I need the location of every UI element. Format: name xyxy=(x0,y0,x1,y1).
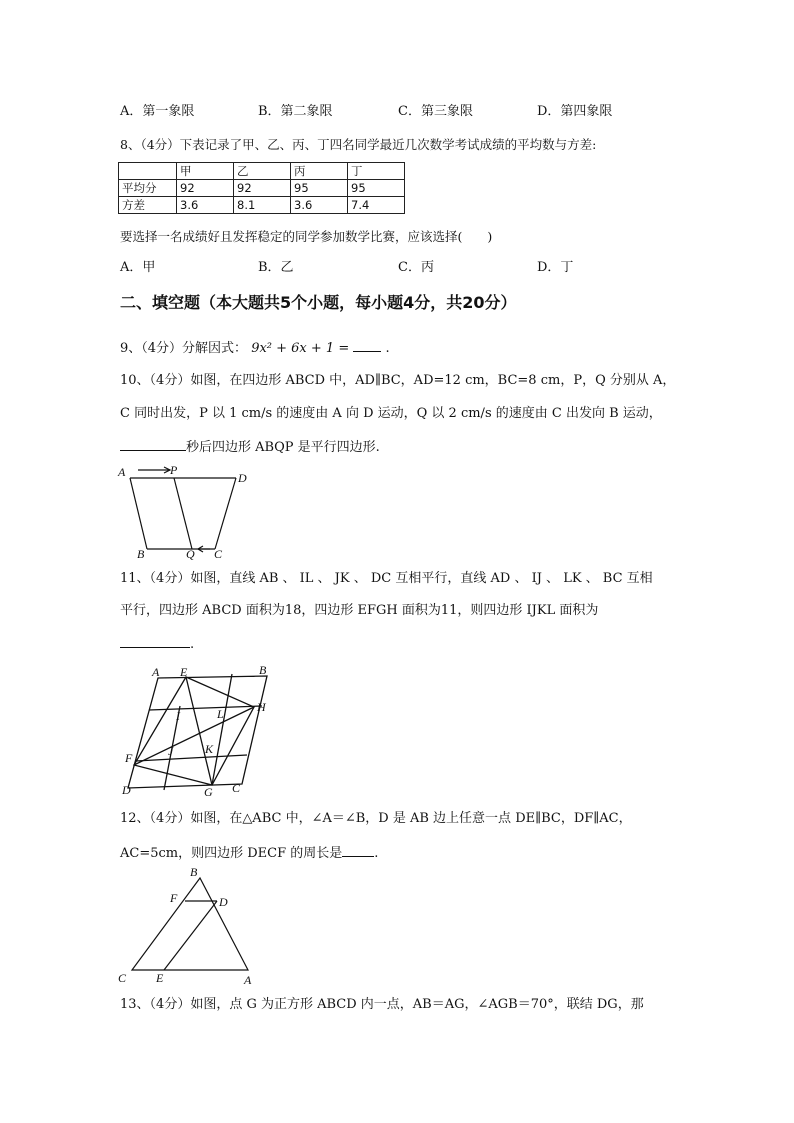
diagonal-eg xyxy=(186,677,212,785)
q10-line2: C 同时出发，P 以 1 cm/s 的速度由 A 向 D 运动，Q 以 2 cm/s 的速度由 C 出发向 B 运动， xyxy=(120,406,662,421)
label-e: E xyxy=(180,665,188,679)
answer-blank xyxy=(120,634,190,648)
table-cell: 乙 xyxy=(234,163,291,180)
label-d: D xyxy=(122,783,131,797)
q10-line1: 10、（4分）如图，在四边形 ABCD 中，AD∥BC，AD=12 cm，BC=8 cm，P，Q 分别从 A， xyxy=(120,373,676,388)
q10-figure xyxy=(112,460,272,560)
label-i: I xyxy=(176,709,180,723)
table-cell: 平均分 xyxy=(119,180,177,197)
table-row xyxy=(119,197,405,214)
q7-option-b: B．第二象限 xyxy=(258,104,333,119)
q10-line3: 秒后四边形 ABQP 是平行四边形. xyxy=(186,440,380,455)
segment-de xyxy=(164,901,217,970)
diagonal-fh xyxy=(134,707,254,765)
table-cell: 92 xyxy=(177,180,234,197)
q7-option-a: A．第一象限 xyxy=(120,104,195,119)
label-c: C xyxy=(118,971,127,985)
q9-suffix: . xyxy=(385,341,390,356)
table-cell xyxy=(119,163,177,180)
q11-line3-wrap xyxy=(120,634,194,654)
q11-line3: . xyxy=(190,637,195,652)
label-d: D xyxy=(238,471,247,485)
label-k: K xyxy=(205,742,214,756)
answer-blank xyxy=(120,437,186,451)
label-a: A xyxy=(118,465,126,479)
q11-line1: 11、（4分）如图，直线 AB 、 IL 、 JK 、 DC 互相平行，直线 AD 、 IJ 、 LK 、 BC 互相 xyxy=(120,571,653,586)
label-c: C xyxy=(232,781,241,795)
label-f: F xyxy=(170,891,178,905)
q13-line1: 13、（4分）如图，点 G 为正方形 ABCD 内一点，AB＝AG，∠AGB＝70°，联结 DG，那 xyxy=(120,997,644,1012)
table-cell: 丙 xyxy=(291,163,348,180)
q7-option-d: D．第四象限 xyxy=(537,104,613,119)
q12-figure xyxy=(112,864,272,994)
q8-question: 要选择一名成绩好且发挥稳定的同学参加数学比赛，应该选择( ) xyxy=(120,229,493,244)
table-row xyxy=(119,180,405,197)
label-a: A xyxy=(152,665,160,679)
q8-score-table xyxy=(118,162,405,214)
line-il xyxy=(149,706,262,710)
table-cell: 92 xyxy=(234,180,291,197)
q8-option-a: A．甲 xyxy=(120,260,156,275)
label-f: F xyxy=(125,751,133,765)
label-c: C xyxy=(214,547,223,560)
label-d: D xyxy=(219,895,228,909)
q12-line3: . xyxy=(374,846,379,861)
q9-expression: 9x² + 6x + 1 = xyxy=(251,341,350,356)
label-h: H xyxy=(257,700,266,714)
segment-ab xyxy=(130,478,147,549)
table-header-row xyxy=(119,163,405,180)
label-g: G xyxy=(204,785,213,799)
segment-pq xyxy=(174,478,192,549)
label-b: B xyxy=(137,547,145,560)
table-cell: 3.6 xyxy=(177,197,234,214)
q8-option-c: C．丙 xyxy=(398,260,434,275)
label-l: L xyxy=(217,707,224,721)
q12-line2: AC=5cm，则四边形 DECF 的周长是 xyxy=(120,846,343,861)
q11-figure xyxy=(114,660,284,800)
label-e: E xyxy=(156,971,164,985)
answer-blank xyxy=(342,843,374,857)
label-b: B xyxy=(190,865,198,879)
line-lk xyxy=(212,674,232,785)
q12-line1: 12、（4分）如图，在△ABC 中，∠A＝∠B，D 是 AB 边上任意一点 DE∥BC，DF∥AC， xyxy=(120,811,632,826)
table-cell: 丁 xyxy=(348,163,405,180)
table-cell: 甲 xyxy=(177,163,234,180)
label-b: B xyxy=(259,663,267,677)
quad-efgh xyxy=(134,677,254,785)
table-cell: 7.4 xyxy=(348,197,405,214)
label-p: P xyxy=(170,463,178,477)
table-cell: 3.6 xyxy=(291,197,348,214)
q11-line2: 平行，四边形 ABCD 面积为18，四边形 EFGH 面积为11，则四边形 IJKL 面积为 xyxy=(120,603,599,618)
triangle-abc xyxy=(132,878,248,970)
table-cell: 95 xyxy=(291,180,348,197)
q8-option-b: B．乙 xyxy=(258,260,294,275)
q7-option-c: C．第三象限 xyxy=(398,104,473,119)
q9-prefix: 9、（4分）分解因式： xyxy=(120,341,248,356)
table-cell: 95 xyxy=(348,180,405,197)
q9-line xyxy=(120,338,390,358)
table-cell: 8.1 xyxy=(234,197,291,214)
parallelogram-abcd xyxy=(128,676,267,788)
answer-blank xyxy=(353,338,381,352)
q10-line3-wrap xyxy=(120,437,380,457)
segment-dc xyxy=(215,478,236,549)
label-q: Q xyxy=(186,547,195,560)
q12-line2-wrap xyxy=(120,843,378,863)
section-heading: 二、填空题（本大题共5个小题，每小题4分，共20分） xyxy=(120,293,517,312)
q8-option-d: D．丁 xyxy=(537,260,574,275)
label-j: J xyxy=(168,744,174,758)
q8-stem: 8、（4分）下表记录了甲、乙、丙、丁四名同学最近几次数学考试成绩的平均数与方差: xyxy=(120,137,597,152)
label-a: A xyxy=(244,973,252,987)
table-cell: 方差 xyxy=(119,197,177,214)
